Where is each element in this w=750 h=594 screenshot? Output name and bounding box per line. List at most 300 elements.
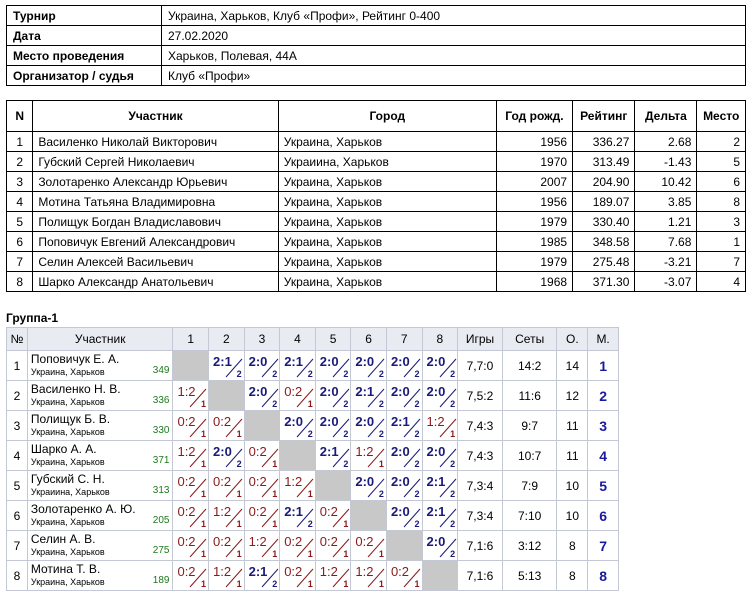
match-points: 2 <box>307 519 313 529</box>
group-column-header: Участник <box>27 328 173 351</box>
group-points: 11 <box>557 441 588 471</box>
match-score: 2:0 <box>390 444 410 459</box>
match-points: 2 <box>414 429 420 439</box>
match-points: 2 <box>414 489 420 499</box>
match-score: 1:2 <box>284 474 303 489</box>
match-result-cell <box>386 471 422 501</box>
diagonal-slash <box>439 476 459 498</box>
group-crosstable <box>6 327 619 591</box>
match-score: 0:2 <box>177 504 196 519</box>
match-result-cell <box>386 351 422 381</box>
player-row <box>7 172 746 192</box>
match-result-cell <box>386 561 422 591</box>
group-player-name: Золотаренко А. Ю. <box>30 502 136 516</box>
player-row <box>7 272 746 292</box>
group-player-cell <box>27 381 173 411</box>
group-sets: 11:6 <box>502 381 557 411</box>
diagonal-slash <box>189 446 209 468</box>
match-points: 1 <box>201 399 207 409</box>
group-row <box>7 441 619 471</box>
match-score: 1:2 <box>426 414 445 429</box>
group-row <box>7 561 619 591</box>
group-sets: 7:9 <box>502 471 557 501</box>
group-player-city: Украина, Харьков <box>30 367 105 377</box>
group-place: 8 <box>588 561 619 591</box>
group-player-cell <box>27 561 173 591</box>
match-result-cell <box>173 471 209 501</box>
match-result-cell <box>422 501 458 531</box>
player-rating: 348.58 <box>573 232 635 252</box>
match-score: 1:2 <box>177 444 196 459</box>
player-rating: 336.27 <box>573 132 635 152</box>
group-player-city: Украина, Харьков <box>30 547 105 557</box>
match-points: 1 <box>343 579 349 589</box>
player-rating: 371.30 <box>573 272 635 292</box>
match-result-cell <box>209 531 245 561</box>
group-column-header: Сеты <box>502 328 557 351</box>
match-points: 1 <box>307 399 313 409</box>
player-name: Губский Сергей Николаевич <box>33 152 278 172</box>
match-points: 1 <box>378 549 384 559</box>
diagonal-slash <box>403 416 423 438</box>
player-rating: 330.40 <box>573 212 635 232</box>
group-sets: 7:10 <box>502 501 557 531</box>
group-sets: 3:12 <box>502 531 557 561</box>
match-score: 2:0 <box>426 354 446 369</box>
group-player-cell <box>27 471 173 501</box>
match-result-cell <box>173 561 209 591</box>
player-city: Украина, Харьков <box>278 192 496 212</box>
match-score: 2:0 <box>355 354 375 369</box>
diagonal-slash <box>296 356 316 378</box>
match-score: 0:2 <box>177 474 196 489</box>
match-result-cell <box>422 441 458 471</box>
player-year: 1985 <box>496 232 572 252</box>
match-result-cell <box>422 381 458 411</box>
group-column-header: 3 <box>244 328 280 351</box>
diagonal-slash <box>367 476 387 498</box>
match-result-cell <box>422 351 458 381</box>
player-city: Украина, Харьков <box>278 172 496 192</box>
group-place: 6 <box>588 501 619 531</box>
diagonal-slash <box>189 506 209 528</box>
player-delta: 7.68 <box>635 232 697 252</box>
group-place: 5 <box>588 471 619 501</box>
match-points: 1 <box>236 429 242 439</box>
group-player-rating: 275 <box>152 545 170 556</box>
match-points: 1 <box>414 579 420 589</box>
group-player-rating: 313 <box>152 485 170 496</box>
player-n: 6 <box>7 232 33 252</box>
match-points: 2 <box>272 579 278 589</box>
group-player-city: Украиина, Харьков <box>30 487 110 497</box>
match-points: 2 <box>343 459 349 469</box>
group-player-rating: 205 <box>152 515 170 526</box>
info-value: Харьков, Полевая, 44А <box>162 46 746 66</box>
diagonal-slash <box>261 356 281 378</box>
match-points: 2 <box>378 489 384 499</box>
group-row-number: 1 <box>7 351 28 381</box>
player-city: Украина, Харьков <box>278 272 496 292</box>
match-result-cell <box>244 501 280 531</box>
match-result-cell <box>315 351 351 381</box>
group-games: 7,3:4 <box>458 471 503 501</box>
match-score: 2:0 <box>355 414 375 429</box>
info-row <box>7 46 746 66</box>
match-result-cell <box>209 411 245 441</box>
group-column-header: М. <box>588 328 619 351</box>
match-result-cell <box>173 501 209 531</box>
match-score: 2:1 <box>284 354 303 369</box>
player-n: 5 <box>7 212 33 232</box>
group-player-cell <box>27 351 173 381</box>
player-n: 1 <box>7 132 33 152</box>
match-points: 1 <box>201 489 207 499</box>
player-name: Золотаренко Александр Юрьевич <box>33 172 278 192</box>
diagonal-slash <box>225 476 245 498</box>
player-place: 1 <box>697 232 746 252</box>
match-points: 2 <box>236 459 242 469</box>
group-column-header: Игры <box>458 328 503 351</box>
diagonal-cell <box>280 441 316 471</box>
diagonal-slash <box>296 386 316 408</box>
match-points: 2 <box>450 369 456 379</box>
diagonal-slash <box>367 446 387 468</box>
player-delta: 1.21 <box>635 212 697 232</box>
match-points: 1 <box>272 519 278 529</box>
group-points: 10 <box>557 471 588 501</box>
match-score: 2:0 <box>390 504 410 519</box>
match-score: 2:0 <box>213 444 232 459</box>
match-result-cell <box>351 381 387 411</box>
group-player-city: Украина, Харьков <box>30 427 105 437</box>
player-year: 1956 <box>496 132 572 152</box>
player-year: 1968 <box>496 272 572 292</box>
group-player-name: Поповичук Е. А. <box>30 352 120 366</box>
group-games: 7,7:0 <box>458 351 503 381</box>
match-points: 2 <box>414 459 420 469</box>
match-points: 1 <box>236 579 242 589</box>
player-name: Шарко Александр Анатольевич <box>33 272 278 292</box>
match-score: 2:0 <box>426 444 446 459</box>
diagonal-slash <box>225 536 245 558</box>
diagonal-slash <box>296 506 316 528</box>
player-place: 5 <box>697 152 746 172</box>
match-result-cell <box>386 441 422 471</box>
player-name: Поповичук Евгений Александрович <box>33 232 278 252</box>
diagonal-slash <box>189 476 209 498</box>
match-score: 2:0 <box>319 354 339 369</box>
match-score: 0:2 <box>248 474 267 489</box>
group-player-cell <box>27 501 173 531</box>
match-result-cell <box>315 441 351 471</box>
player-year: 1979 <box>496 252 572 272</box>
group-player-rating: 330 <box>152 425 170 436</box>
players-column-header: Дельта <box>635 101 697 132</box>
diagonal-slash <box>367 356 387 378</box>
match-points: 1 <box>378 579 384 589</box>
match-points: 1 <box>378 459 384 469</box>
info-row <box>7 66 746 86</box>
diagonal-slash <box>439 506 459 528</box>
player-year: 1956 <box>496 192 572 212</box>
player-place: 2 <box>697 132 746 152</box>
match-points: 1 <box>343 549 349 559</box>
diagonal-slash <box>261 536 281 558</box>
match-points: 2 <box>307 369 313 379</box>
match-score: 0:2 <box>213 414 232 429</box>
diagonal-slash <box>189 536 209 558</box>
diagonal-slash <box>189 416 209 438</box>
group-player-name: Мотина Т. В. <box>30 562 101 576</box>
match-result-cell <box>280 351 316 381</box>
group-player-cell <box>27 531 173 561</box>
group-column-header: № <box>7 328 28 351</box>
match-score: 0:2 <box>213 474 232 489</box>
group-sets: 14:2 <box>502 351 557 381</box>
diagonal-cell <box>422 561 458 591</box>
diagonal-cell <box>244 411 280 441</box>
match-points: 1 <box>307 549 313 559</box>
group-player-cell <box>27 441 173 471</box>
match-points: 2 <box>378 369 384 379</box>
match-result-cell <box>244 471 280 501</box>
match-score: 1:2 <box>319 564 338 579</box>
match-points: 2 <box>307 429 313 439</box>
match-result-cell <box>351 471 387 501</box>
group-player-rating: 371 <box>152 455 170 466</box>
player-delta: -3.07 <box>635 272 697 292</box>
match-score: 1:2 <box>248 534 267 549</box>
diagonal-slash <box>296 566 316 588</box>
group-player-name: Селин А. В. <box>30 532 96 546</box>
match-result-cell <box>280 561 316 591</box>
group-row-number: 2 <box>7 381 28 411</box>
match-result-cell <box>209 471 245 501</box>
group-player-rating: 349 <box>152 365 170 376</box>
match-score: 0:2 <box>355 534 374 549</box>
match-points: 2 <box>414 519 420 529</box>
diagonal-slash <box>225 416 245 438</box>
player-row <box>7 152 746 172</box>
match-points: 1 <box>450 429 456 439</box>
match-result-cell <box>209 441 245 471</box>
diagonal-cell <box>209 381 245 411</box>
match-score: 0:2 <box>284 384 303 399</box>
match-score: 0:2 <box>248 444 267 459</box>
match-score: 1:2 <box>213 504 232 519</box>
match-score: 2:0 <box>248 354 268 369</box>
group-place: 1 <box>588 351 619 381</box>
group-place: 7 <box>588 531 619 561</box>
group-points: 8 <box>557 531 588 561</box>
info-row <box>7 6 746 26</box>
player-n: 8 <box>7 272 33 292</box>
match-points: 1 <box>343 519 349 529</box>
match-result-cell <box>173 381 209 411</box>
diagonal-slash <box>225 566 245 588</box>
players-column-header: Год рожд. <box>496 101 572 132</box>
match-points: 2 <box>378 399 384 409</box>
match-score: 0:2 <box>177 414 196 429</box>
diagonal-slash <box>332 536 352 558</box>
match-score: 0:2 <box>319 504 338 519</box>
group-games: 7,4:3 <box>458 411 503 441</box>
group-column-header: 7 <box>386 328 422 351</box>
diagonal-slash <box>332 566 352 588</box>
player-row <box>7 132 746 152</box>
match-score: 2:0 <box>319 384 339 399</box>
group-player-city: Украина, Харьков <box>30 457 105 467</box>
match-score: 0:2 <box>177 534 196 549</box>
match-points: 2 <box>272 399 278 409</box>
players-column-header: N <box>7 101 33 132</box>
player-rating: 204.90 <box>573 172 635 192</box>
group-sets: 5:13 <box>502 561 557 591</box>
diagonal-slash <box>296 476 316 498</box>
match-points: 1 <box>201 519 207 529</box>
group-player-name: Шарко А. А. <box>30 442 97 456</box>
group-row-number: 4 <box>7 441 28 471</box>
group-points: 14 <box>557 351 588 381</box>
player-name: Василенко Николай Викторович <box>33 132 278 152</box>
match-result-cell <box>351 441 387 471</box>
diagonal-cell <box>351 501 387 531</box>
match-score: 2:0 <box>390 474 410 489</box>
match-points: 2 <box>236 369 242 379</box>
match-points: 1 <box>201 579 207 589</box>
match-points: 2 <box>450 459 456 469</box>
match-result-cell <box>315 561 351 591</box>
player-city: Украина, Харьков <box>278 232 496 252</box>
player-n: 7 <box>7 252 33 272</box>
players-column-header: Место <box>697 101 746 132</box>
player-rating: 189.07 <box>573 192 635 212</box>
group-player-rating: 189 <box>152 575 170 586</box>
player-city: Украина, Харьков <box>278 252 496 272</box>
match-result-cell <box>386 501 422 531</box>
group-points: 12 <box>557 381 588 411</box>
tournament-info-table <box>6 5 746 86</box>
group-player-cell <box>27 411 173 441</box>
info-value: 27.02.2020 <box>162 26 746 46</box>
group-games: 7,1:6 <box>458 531 503 561</box>
match-points: 1 <box>236 549 242 559</box>
diagonal-slash <box>261 446 281 468</box>
player-delta: -1.43 <box>635 152 697 172</box>
player-place: 8 <box>697 192 746 212</box>
player-delta: 2.68 <box>635 132 697 152</box>
group-sets: 10:7 <box>502 441 557 471</box>
match-points: 1 <box>307 579 313 589</box>
match-result-cell <box>422 411 458 441</box>
diagonal-cell <box>173 351 209 381</box>
match-score: 2:1 <box>426 474 446 489</box>
player-row <box>7 212 746 232</box>
info-value: Клуб «Профи» <box>162 66 746 86</box>
match-result-cell <box>244 561 280 591</box>
group-row-number: 5 <box>7 471 28 501</box>
group-player-city: Украина, Харьков <box>30 517 105 527</box>
player-place: 3 <box>697 212 746 232</box>
player-row <box>7 252 746 272</box>
diagonal-slash <box>225 356 245 378</box>
diagonal-slash <box>439 416 459 438</box>
diagonal-slash <box>439 446 459 468</box>
info-value: Украина, Харьков, Клуб «Профи», Рейтинг 0-400 <box>162 6 746 26</box>
match-score: 2:1 <box>284 504 303 519</box>
player-place: 6 <box>697 172 746 192</box>
diagonal-slash <box>332 386 352 408</box>
match-result-cell <box>173 411 209 441</box>
match-result-cell <box>280 411 316 441</box>
match-score: 2:0 <box>426 534 446 549</box>
match-result-cell <box>280 501 316 531</box>
match-score: 0:2 <box>284 534 303 549</box>
group-row-number: 3 <box>7 411 28 441</box>
info-label: Место проведения <box>7 46 162 66</box>
match-points: 2 <box>450 519 456 529</box>
diagonal-slash <box>332 506 352 528</box>
match-points: 2 <box>414 399 420 409</box>
diagonal-slash <box>367 536 387 558</box>
match-result-cell <box>280 381 316 411</box>
group-player-city: Украина, Харьков <box>30 577 105 587</box>
group-place: 2 <box>588 381 619 411</box>
player-city: Украиина, Харьков <box>278 152 496 172</box>
player-n: 2 <box>7 152 33 172</box>
group-title: Группа-1 <box>6 311 59 325</box>
player-name: Мотина Татьяна Владимировна <box>33 192 278 212</box>
diagonal-slash <box>367 416 387 438</box>
players-table <box>6 100 746 292</box>
match-result-cell <box>351 411 387 441</box>
group-player-name: Василенко Н. В. <box>30 382 121 396</box>
diagonal-slash <box>439 356 459 378</box>
group-games: 7,5:2 <box>458 381 503 411</box>
group-player-rating: 336 <box>152 395 170 406</box>
match-points: 2 <box>343 399 349 409</box>
match-result-cell <box>315 531 351 561</box>
group-player-city: Украина, Харьков <box>30 397 105 407</box>
group-row-number: 7 <box>7 531 28 561</box>
match-result-cell <box>351 351 387 381</box>
diagonal-slash <box>403 446 423 468</box>
match-score: 2:0 <box>355 474 375 489</box>
match-score: 2:0 <box>390 384 410 399</box>
player-year: 2007 <box>496 172 572 192</box>
match-result-cell <box>244 441 280 471</box>
diagonal-slash <box>439 386 459 408</box>
match-score: 0:2 <box>319 534 338 549</box>
group-row <box>7 471 619 501</box>
match-points: 1 <box>201 429 207 439</box>
match-score: 2:1 <box>426 504 446 519</box>
player-place: 4 <box>697 272 746 292</box>
diagonal-slash <box>439 536 459 558</box>
match-points: 1 <box>201 459 207 469</box>
player-rating: 275.48 <box>573 252 635 272</box>
match-score: 1:2 <box>177 384 196 399</box>
diagonal-slash <box>332 446 352 468</box>
diagonal-slash <box>261 506 281 528</box>
match-points: 2 <box>450 489 456 499</box>
players-column-header: Рейтинг <box>573 101 635 132</box>
match-points: 2 <box>343 369 349 379</box>
diagonal-slash <box>225 506 245 528</box>
player-year: 1979 <box>496 212 572 232</box>
match-score: 2:1 <box>213 354 232 369</box>
